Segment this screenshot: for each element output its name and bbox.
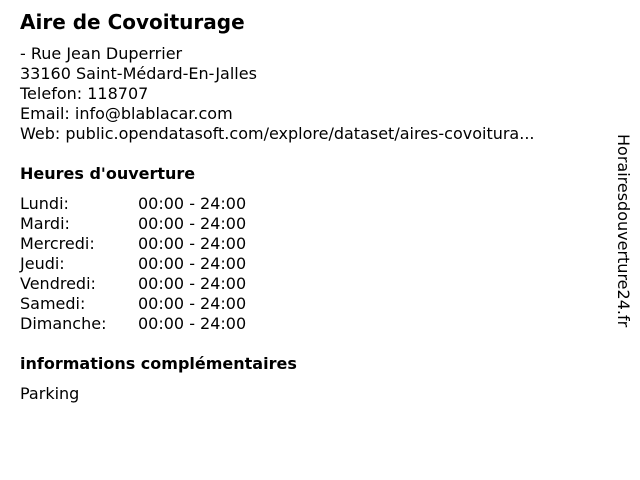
- hours-row: [20, 294, 280, 314]
- day-label: Mardi:: [20, 214, 70, 233]
- day-label: Dimanche:: [20, 314, 107, 333]
- address-block: [20, 44, 535, 144]
- day-label: Jeudi:: [20, 254, 65, 273]
- hours-value: 00:00 - 24:00: [138, 234, 247, 253]
- hours-value: 00:00 - 24:00: [138, 194, 247, 213]
- hours-value: 00:00 - 24:00: [138, 294, 247, 313]
- city-line: 33160 Saint-Médard-En-Jalles: [20, 64, 257, 83]
- day-label: Mercredi:: [20, 234, 95, 253]
- hours-row: [20, 214, 280, 234]
- additional-info-heading: informations complémentaires: [20, 354, 297, 373]
- web-line: Web: public.opendatasoft.com/explore/dataset/aires-covoitura...: [20, 124, 535, 143]
- day-label: Samedi:: [20, 294, 86, 313]
- opening-hours-heading: Heures d'ouverture: [20, 164, 196, 183]
- hours-row: [20, 314, 280, 334]
- hours-row: [20, 234, 280, 254]
- phone-line: Telefon: 118707: [20, 84, 149, 103]
- day-label: Lundi:: [20, 194, 69, 213]
- hours-value: 00:00 - 24:00: [138, 214, 247, 233]
- hours-row: [20, 194, 280, 214]
- street-line: - Rue Jean Duperrier: [20, 44, 183, 63]
- site-watermark: Horairesdouverture24.fr: [614, 134, 633, 328]
- hours-row: [20, 274, 280, 294]
- hours-value: 00:00 - 24:00: [138, 314, 247, 333]
- hours-row: [20, 254, 280, 274]
- email-line: Email: info@blablacar.com: [20, 104, 233, 123]
- hours-value: 00:00 - 24:00: [138, 274, 247, 293]
- opening-hours-table: [20, 194, 280, 334]
- day-label: Vendredi:: [20, 274, 96, 293]
- hours-value: 00:00 - 24:00: [138, 254, 247, 273]
- place-title: Aire de Covoiturage: [20, 10, 245, 34]
- additional-info-text: Parking: [20, 384, 80, 403]
